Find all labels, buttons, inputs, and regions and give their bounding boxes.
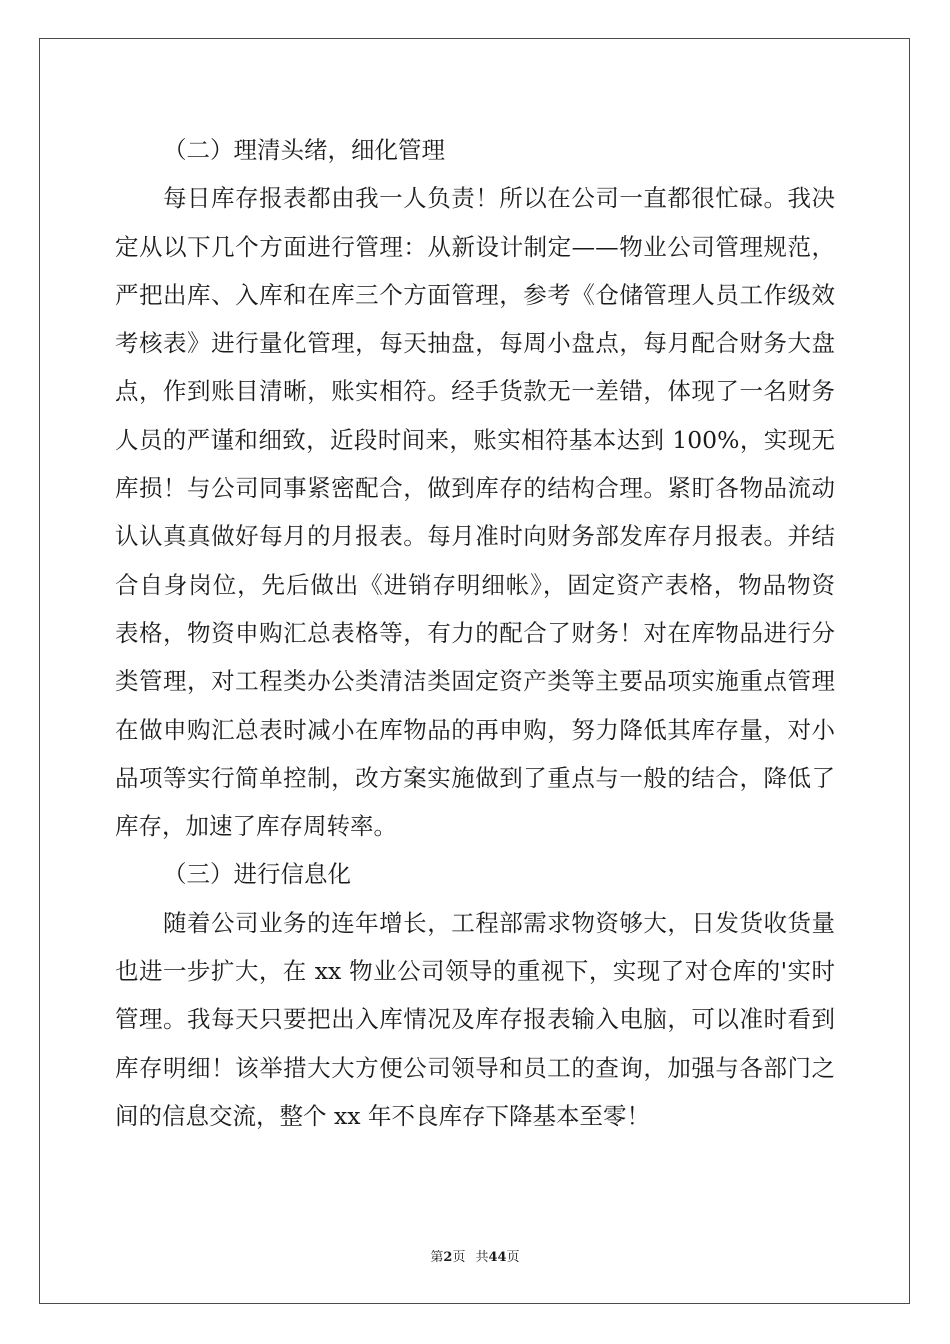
page-unit: 页 bbox=[452, 1250, 466, 1265]
paragraph-line: 每日库存报表都由我一人负责！所以在公司一直都很忙碌。我决 bbox=[163, 184, 835, 213]
total-pages: 44 bbox=[488, 1250, 507, 1265]
document-body bbox=[115, 126, 835, 1140]
paragraph-line: 品项等实行简单控制，改方案实施做到了重点与一般的结合，降低了 bbox=[115, 763, 835, 792]
paragraph-line: 库损！与公司同事紧密配合，做到库存的结构合理。紧盯各物品流动 bbox=[115, 474, 835, 503]
paragraph-line: 间的信息交流，整个 xx 年不良库存下降基本至零！ bbox=[115, 1101, 650, 1130]
paragraph-line: 考核表》进行量化管理，每天抽盘，每周小盘点，每月配合财务大盘 bbox=[115, 329, 835, 358]
paragraph-line: 库存，加速了库存周转率。 bbox=[115, 812, 397, 841]
total-prefix: 共 bbox=[475, 1250, 489, 1265]
paragraph-line: 人员的严谨和细致，近段时间来，账实相符基本达到 100%，实现无 bbox=[115, 425, 835, 454]
section-heading-2: （二）理清头绪，细化管理 bbox=[163, 136, 445, 164]
paragraph-line: 严把出库、入库和在库三个方面管理，参考《仓储管理人员工作级效 bbox=[115, 280, 835, 309]
page-footer bbox=[0, 1246, 950, 1265]
paragraph-line: 随着公司业务的连年增长，工程部需求物资够大，日发货收货量 bbox=[163, 908, 835, 937]
page-prefix: 第 bbox=[430, 1250, 444, 1265]
paragraph-line: 点，作到账目清晰，账实相符。经手货款无一差错，体现了一名财务 bbox=[115, 377, 835, 406]
page-number: 2 bbox=[443, 1250, 453, 1265]
total-unit: 页 bbox=[506, 1250, 520, 1265]
paragraph-line: 定从以下几个方面进行管理：从新设计制定——物业公司管理规范， bbox=[115, 232, 835, 261]
paragraph-line: 合自身岗位，先后做出《进销存明细帐》，固定资产表格，物品物资 bbox=[115, 570, 835, 599]
paragraph-line: 在做申购汇总表时减小在库物品的再申购，努力降低其库存量，对小 bbox=[115, 715, 835, 744]
paragraph-line: 类管理，对工程类办公类清洁类固定资产类等主要品项实施重点管理 bbox=[115, 667, 835, 696]
paragraph-line: 库存明细！该举措大大方便公司领导和员工的查询，加强与各部门之 bbox=[115, 1053, 835, 1082]
paragraph-line: 认认真真做好每月的月报表。每月准时向财务部发库存月报表。并结 bbox=[115, 522, 835, 551]
paragraph-line: 表格，物资申购汇总表格等，有力的配合了财务！对在库物品进行分 bbox=[115, 618, 835, 647]
paragraph-line: 也进一步扩大，在 xx 物业公司领导的重视下，实现了对仓库的'实时 bbox=[115, 957, 835, 986]
paragraph-line: 管理。我每天只要把出入库情况及库存报表输入电脑，可以准时看到 bbox=[115, 1005, 835, 1034]
section-heading-3: （三）进行信息化 bbox=[163, 860, 351, 889]
